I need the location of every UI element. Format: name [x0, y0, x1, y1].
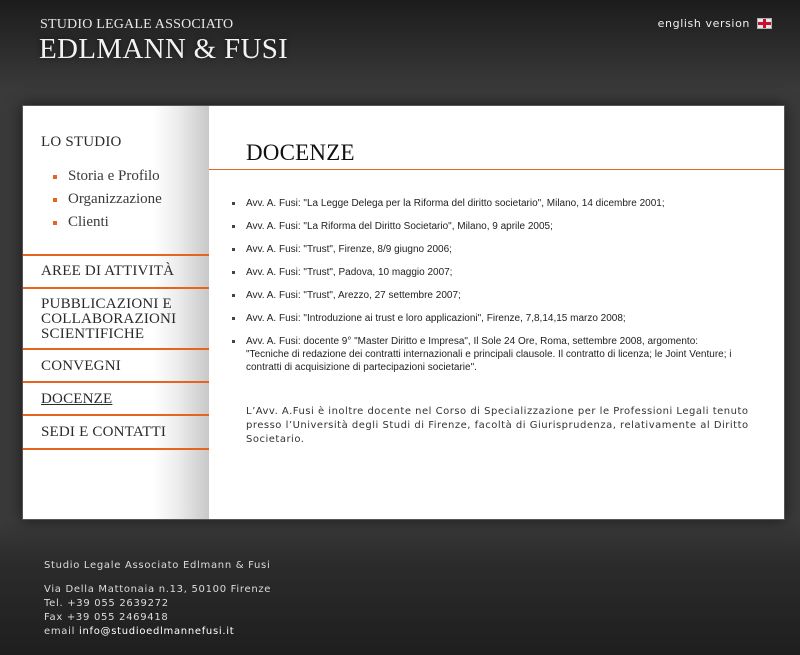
sidebar-item-label[interactable]: CONVEGNI [41, 358, 121, 374]
uk-flag-icon[interactable] [757, 18, 772, 29]
list-item: Avv. A. Fusi: "Trust", Arezzo, 27 settembre 2007; [231, 289, 741, 302]
sidebar-item-label[interactable]: PUBBLICAZIONI E COLLABORAZIONI SCIENTIFICHE [41, 296, 177, 342]
sidebar-item-sedi[interactable] [23, 414, 209, 450]
list-item: Avv. A. Fusi: "Trust", Firenze, 8/9 giugno 2006; [231, 243, 741, 256]
list-item: Avv. A. Fusi: "Introduzione ai trust e loro applicazioni", Firenze, 7,8,14,15 marzo 2008; [231, 312, 741, 325]
list-item: Avv. A. Fusi: "La Legge Delega per la Riforma del diritto societario", Milano, 14 dicembre 2001; [231, 197, 741, 210]
main-content [209, 106, 784, 519]
sidebar-nav [23, 106, 209, 519]
english-version-link[interactable] [658, 17, 772, 30]
sidebar-subitem-organizzazione[interactable] [53, 188, 162, 211]
bullet-icon [53, 175, 57, 179]
docenze-list [231, 197, 741, 384]
footer-phone: Tel. +39 055 2639272 [44, 598, 169, 609]
footer-fax: Fax +39 055 2469418 [44, 612, 169, 623]
sidebar-item-label[interactable]: DOCENZE [41, 391, 113, 407]
sidebar-subitem-clienti[interactable] [53, 211, 162, 234]
sidebar-item-aree[interactable] [23, 254, 209, 287]
page-title: DOCENZE [246, 140, 355, 165]
footer-email-label: email [44, 626, 76, 637]
sidebar-item-convegni[interactable] [23, 348, 209, 381]
title-divider [209, 169, 784, 170]
sidebar-subitem-label[interactable]: Clienti [68, 214, 109, 230]
sidebar-sublist [53, 165, 162, 234]
footer-address: Via Della Mattonaia n.13, 50100 Firenze [44, 584, 272, 595]
list-item: Avv. A. Fusi: docente 9° "Master Diritto e Impresa", Il Sole 24 Ore, Roma, settembre 2008, argomento: "Tecniche di redazione dei contratti internazionali e principali clausole. Il contratto di licenza; le Joint Venture; i contratti di acquisizione di partecipazioni societarie". [231, 335, 741, 374]
brand-title[interactable]: EDLMANN & FUSI [39, 33, 289, 65]
sidebar-subitem-label[interactable]: Organizzazione [68, 191, 162, 207]
brand-subtitle: STUDIO LEGALE ASSOCIATO [40, 17, 234, 32]
list-item: Avv. A. Fusi: "Trust", Padova, 10 maggio 2007; [231, 266, 741, 279]
bullet-icon [53, 198, 57, 202]
footer-email-row [44, 625, 271, 639]
content-card [22, 105, 785, 520]
docenze-note: L’Avv. A.Fusi è inoltre docente nel Corso di Specializzazione per le Professioni Legali tenuto presso l’Università degli Studi di Firenze, facoltà di Giurisprudenza, relativamente al Diritto Societario. [246, 406, 749, 445]
english-version-label[interactable]: english version [657, 17, 750, 30]
sidebar-heading-lo-studio[interactable]: LO STUDIO [41, 134, 122, 150]
list-item: Avv. A. Fusi: "La Riforma del Diritto Societario", Milano, 9 aprile 2005; [231, 220, 741, 233]
sidebar-item-label[interactable]: SEDI E CONTATTI [41, 424, 167, 440]
footer [44, 559, 271, 639]
bullet-icon [53, 221, 57, 225]
sidebar-item-pubblicazioni[interactable] [23, 287, 209, 348]
sidebar-item-docenze[interactable] [23, 381, 209, 414]
sidebar-subitem-label[interactable]: Storia e Profilo [68, 168, 160, 184]
footer-company-name: Studio Legale Associato Edlmann & Fusi [44, 560, 271, 571]
sidebar-item-label[interactable]: AREE DI ATTIVITÀ [41, 263, 175, 279]
footer-email-link[interactable]: info@studioedlmannefusi.it [78, 626, 235, 637]
sidebar-subitem-storia[interactable] [53, 165, 162, 188]
